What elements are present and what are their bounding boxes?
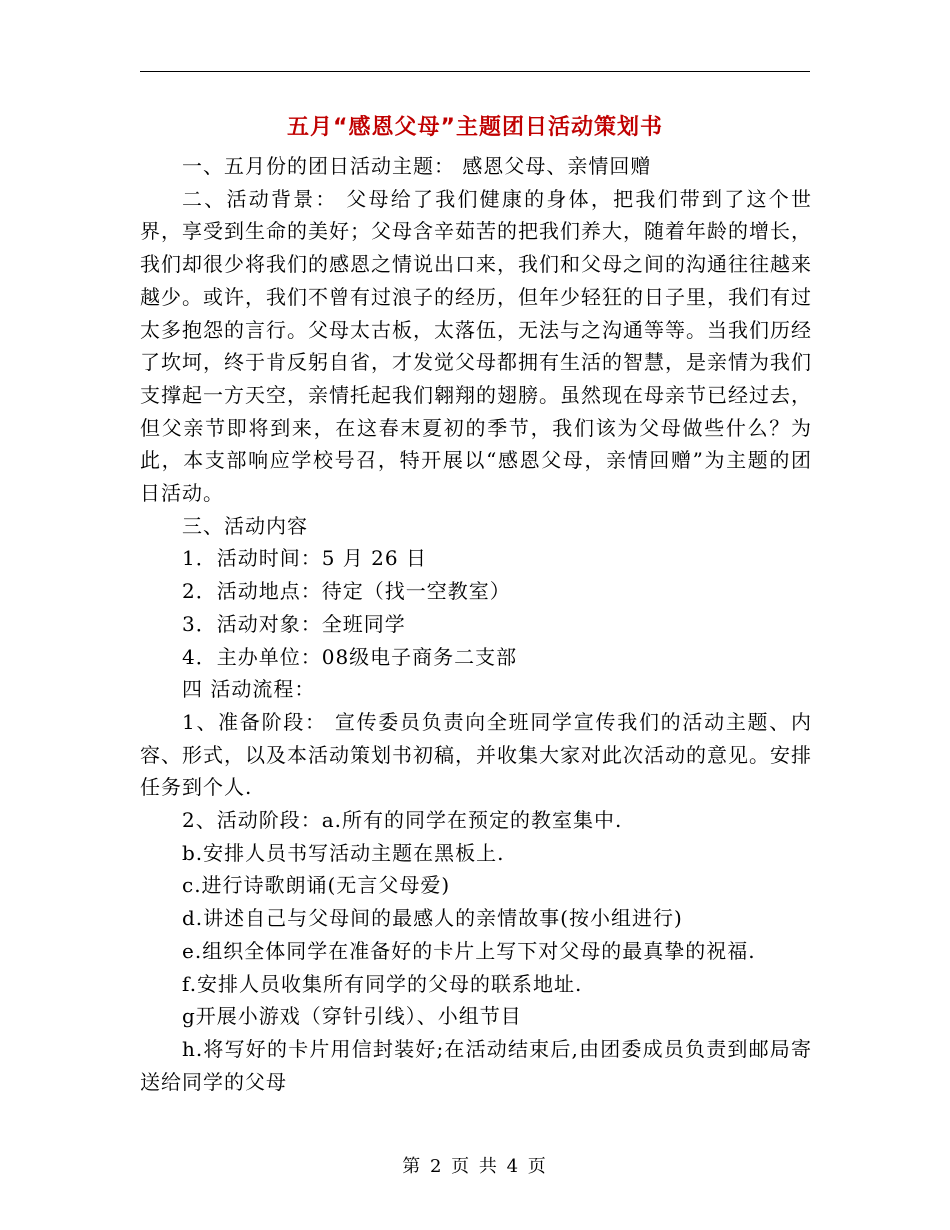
document-body: [140, 150, 812, 1098]
list-item-stage-e: e.组织全体同学在准备好的卡片上写下对父母的最真挚的祝福.: [182, 938, 756, 963]
list-item-time: 1．活动时间：5 月 26 日: [182, 546, 427, 571]
header-rule: [140, 71, 810, 72]
paragraph-preparation: 1、准备阶段： 宣传委员负责向全班同学宣传我们的活动主题、内容、形式，以及本活动策划书初稿，并收集大家对此次活动的意见。安排任务到个人.: [140, 709, 812, 800]
list-item-stage-d: d.讲述自己与父母间的最感人的亲情故事(按小组进行): [182, 906, 683, 931]
list-item-stage-a: 2、活动阶段：a.所有的同学在预定的教室集中.: [182, 808, 623, 833]
list-item-stage-f: f.安排人员收集所有同学的父母的联系地址.: [182, 971, 583, 996]
list-item-participants: 3．活动对象：全班同学: [182, 611, 406, 636]
section-heading-content: 三、活动内容: [182, 513, 308, 538]
paragraph-theme: 一、五月份的团日活动主题： 感恩父母、亲情回赠: [182, 154, 652, 178]
list-item-organizer: 4．主办单位：08级电子商务二支部: [182, 644, 518, 669]
list-item-stage-h: h.将写好的卡片用信封装好;在活动结束后,由团委成员负责到邮局寄送给同学的父母: [140, 1036, 812, 1094]
list-item-location: 2．活动地点：待定（找一空教室）: [182, 579, 511, 604]
list-item-stage-g: g开展小游戏（穿针引线）、小组节目: [182, 1004, 522, 1029]
page-number-footer: 第 2 页 共 4 页: [402, 1156, 548, 1177]
section-heading-process: 四 活动流程：: [182, 677, 316, 702]
document-title: 五月“感恩父母”主题团日活动策划书: [287, 115, 663, 140]
list-item-stage-b: b.安排人员书写活动主题在黑板上.: [182, 840, 505, 865]
paragraph-background: 二、活动背景： 父母给了我们健康的身体，把我们带到了这个世界，享受到生命的美好；父母含辛茹苦的把我们养大，随着年龄的增长，我们却很少将我们的感恩之情说出口来，我们和父母之间的沟通往往越来越少。或许，我们不曾有过浪子的经历，但年少轻狂的日子里，我们有过太多抱怨的言行。父母太古板，太落伍，无法与之沟通等等。当我们历经了坎坷，终于肯反躬自省，才发觉父母都拥有生活的智慧，是亲情为我们支撑起一方天空，亲情托起我们翱翔的翅膀。虽然现在母亲节已经过去，但父亲节即将到来，在这春末夏初的季节，我们该为父母做些什么？为此，本支部响应学校号召，特开展以“感恩父母，亲情回赠”为主题的团日活动。: [140, 186, 812, 506]
list-item-stage-c: c.进行诗歌朗诵(无言父母爱): [182, 873, 451, 898]
